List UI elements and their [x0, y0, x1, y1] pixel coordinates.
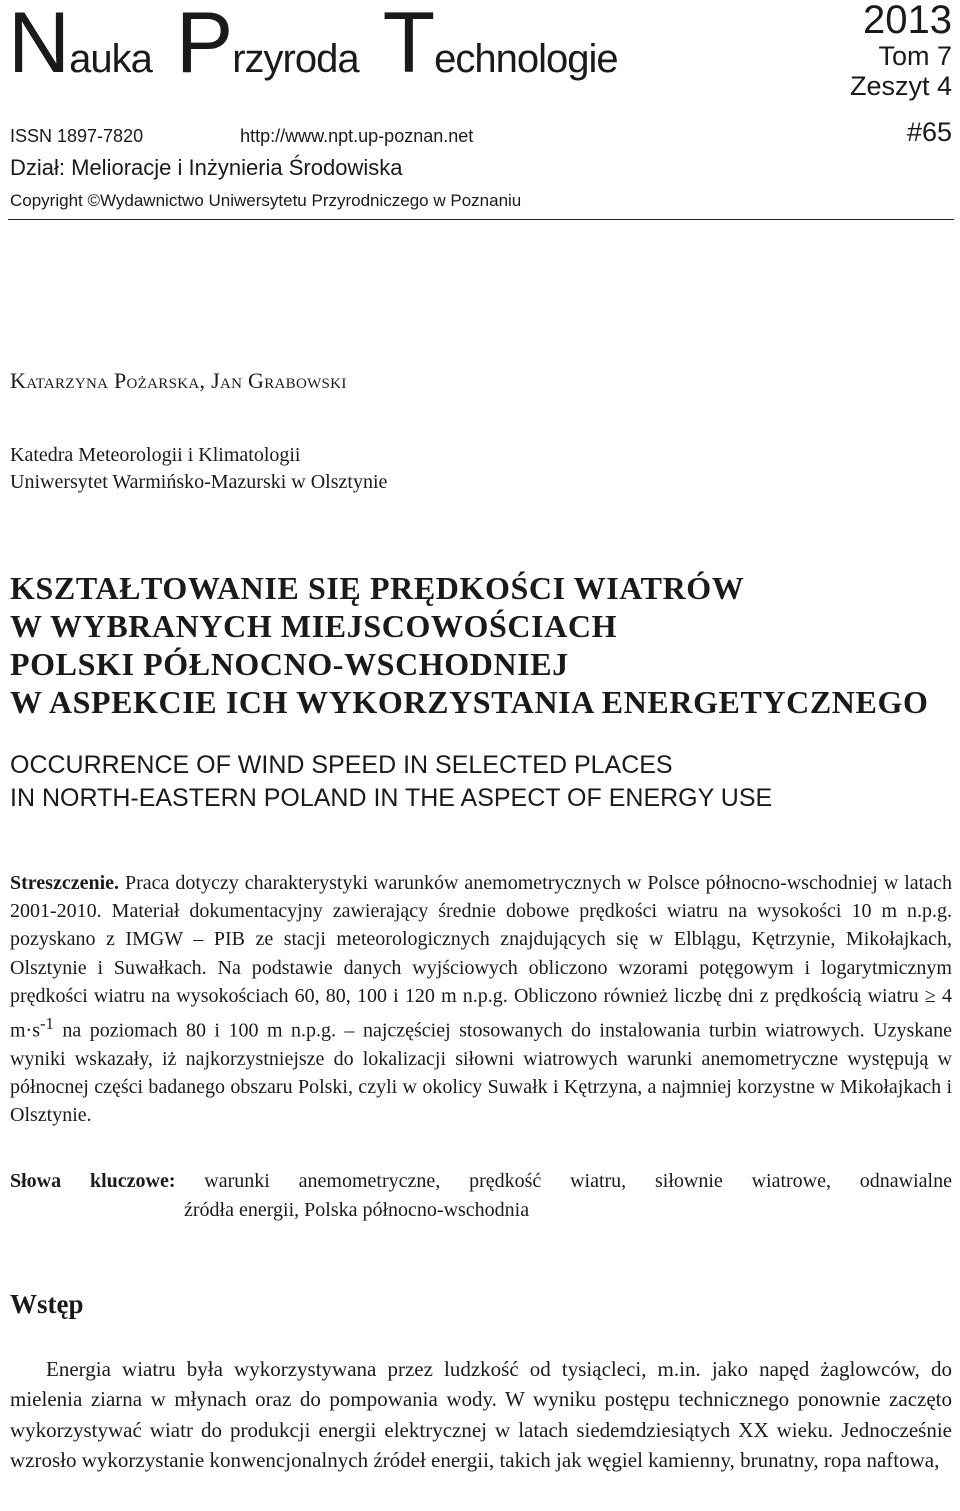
issn: ISSN 1897-7820 [10, 126, 144, 146]
abstract-text-continued: na poziomach 80 i 100 m n.p.g. – najczęściej stosowanych do instalowania turbin wiatrowych. Uzyskane wyniki wskazały, iż najkorzystniejsze do lokalizacji siłowni wiatrowych warunki anemometryczne występują w północnej części badanego obszaru Polski, czyli w okolicy Suwałk i Kętrzyna, a najmniej korzystne w Mikołajkach i Olsztynie. [10, 1019, 952, 1127]
title-word-technologie: echnologie [434, 37, 618, 81]
abstract-superscript: -1 [40, 1014, 54, 1034]
keywords-first-line [10, 1167, 952, 1196]
header-divider [8, 219, 954, 220]
abstract-label: Streszczenie. [10, 872, 120, 894]
abstract-text: Praca dotyczy charakterystyki warunków anemometrycznych w Polsce północno-wschodniej w latach 2001-2010. Materiał dokumentacyjny zawierający średnie dobowe prędkości wiatru na wysokości 10 m n.p.g. pozyskano z IMGW – PIB ze stacji meteorologicznych znajdujących się w Elblągu, Kętrzynie, Mikołajkach, Olsztynie i Suwałkach. Na podstawie danych wyjściowych obliczono wzorami potęgowym i logarytmicznym prędkości wiatru na wysokościach 60, 80, 100 i 120 m n.p.g. Obliczono również liczbę dni z prędkością wiatru ≥ 4 m·s [10, 872, 952, 1042]
title-polish-line: W ASPEKCIE ICH WYKORZYSTANIA ENERGETYCZNEGO [10, 684, 929, 720]
title-polish-line: POLSKI PÓŁNOCNO-WSCHODNIEJ [10, 646, 569, 682]
title-polish-line: KSZTAŁTOWANIE SIĘ PRĘDKOŚCI WIATRÓW [10, 570, 745, 606]
title-initial-p: P [175, 0, 233, 91]
affiliation [10, 442, 387, 496]
affiliation-university: Uniwersytet Warmińsko-Mazurski w Olsztynie [10, 471, 388, 493]
issue: Zeszyt 4 [849, 71, 952, 101]
title-word-nauka: auka [69, 37, 152, 81]
copyright: Copyright ©Wydawnictwo Uniwersytetu Przyrodniczego w Poznaniu [10, 191, 522, 210]
abstract [10, 869, 952, 1129]
title-english-line: OCCURRENCE OF WIND SPEED IN SELECTED PLACES [10, 751, 673, 779]
title-polish-line: W WYBRANYCH MIEJSCOWOŚCIACH [10, 608, 618, 644]
issue-number: #65 [906, 117, 952, 147]
keywords-text-continued: źródła energii, Polska północno-wschodnia [184, 1199, 530, 1221]
authors: Katarzyna Pożarska, Jan Grabowski [10, 368, 347, 393]
journal-title [8, 0, 618, 91]
title-initial-n: N [8, 0, 70, 91]
keywords [10, 1167, 952, 1225]
title-polish [10, 569, 928, 721]
year: 2013 [863, 0, 952, 42]
title-english [10, 749, 772, 815]
title-word-przyroda: rzyroda [232, 37, 359, 81]
volume: Tom 7 [878, 41, 952, 71]
volume-block [850, 0, 952, 100]
journal-url-link[interactable]: http://www.npt.up-poznan.net [240, 126, 474, 146]
title-english-line: IN NORTH-EASTERN POLAND IN THE ASPECT OF ENERGY USE [10, 784, 773, 812]
department: Dział: Melioracje i Inżynieria Środowiska [10, 155, 403, 180]
keywords-label: Słowa kluczowe: [10, 1170, 176, 1192]
keywords-text: warunki anemometryczne, prędkość wiatru, siłownie wiatrowe, odnawialne [175, 1170, 952, 1192]
section-body: Energia wiatru była wykorzystywana przez ludzkość od tysiącleci, m.in. jako napęd żaglowców, do mielenia ziarna w młynach oraz do pompowania wody. W wyniku postępu technicznego ponownie zaczęto wykorzystywać wiatr do produkcji energii elektrycznej w latach siedemdziesiątych XX wieku. Jednocześnie wzrosło wykorzystanie konwencjonalnych źródeł energii, takich jak węgiel kamienny, brunatny, ropa naftowa, [10, 1357, 952, 1473]
section-heading: Wstęp [10, 1289, 84, 1319]
affiliation-department: Katedra Meteorologii i Klimatologii [10, 444, 301, 466]
meta-row [10, 126, 473, 147]
title-initial-t: T [382, 0, 435, 91]
